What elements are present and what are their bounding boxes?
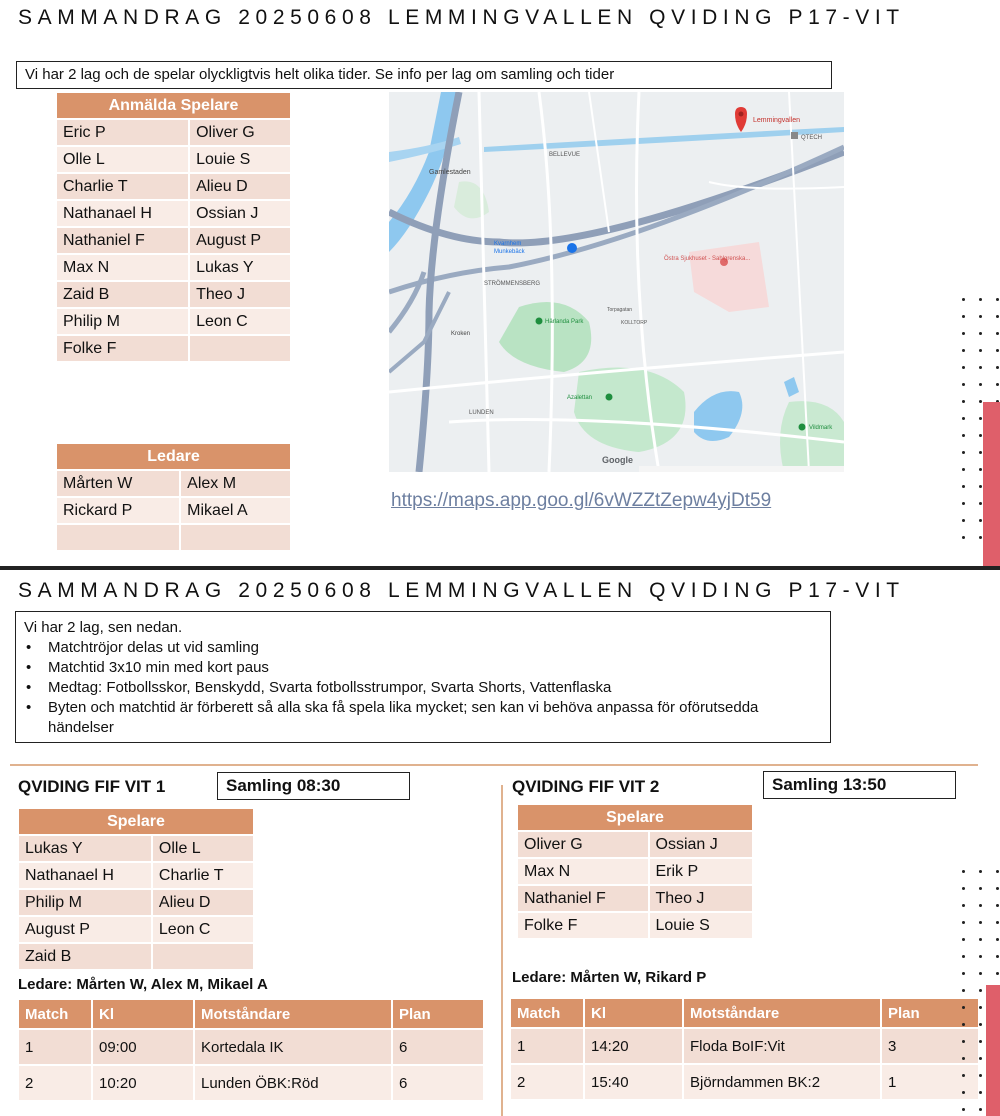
leaders-header: Ledare [57, 444, 290, 469]
dot [979, 1040, 982, 1043]
player-cell: Olle L [153, 836, 253, 861]
leader-cell [181, 525, 290, 550]
dot [979, 1057, 982, 1060]
dot [962, 417, 965, 420]
match-col-header: Match [19, 1000, 91, 1028]
svg-text:LUNDEN: LUNDEN [469, 410, 494, 416]
dot [962, 349, 965, 352]
player-cell: Leon C [190, 309, 290, 334]
match-cell: 1 [511, 1029, 583, 1063]
players-header: Anmälda Spelare [57, 93, 290, 118]
player-cell: Nathanael H [19, 863, 151, 888]
player-cell [190, 336, 290, 361]
svg-text:Azalettan: Azalettan [567, 395, 593, 401]
dot [996, 972, 999, 975]
dot [996, 955, 999, 958]
map-image[interactable] [389, 92, 844, 472]
svg-text:Kroken: Kroken [451, 331, 471, 337]
kl-col-header: Kl [93, 1000, 193, 1028]
svg-text:Gamlestaden: Gamlestaden [429, 169, 471, 176]
dot [996, 938, 999, 941]
player-cell: Charlie T [153, 863, 253, 888]
plan-col-header: Plan [882, 999, 978, 1027]
dot [996, 887, 999, 890]
transit-icon [567, 243, 577, 253]
dot [962, 887, 965, 890]
player-cell: Philip M [57, 309, 188, 334]
dot [979, 972, 982, 975]
dot [979, 383, 982, 386]
match-cell: Kortedala IK [195, 1030, 391, 1064]
svg-text:Östra Sjukhuset - Sahlgrenska.: Östra Sjukhuset - Sahlgrenska... [664, 256, 751, 262]
player-cell: Folke F [57, 336, 188, 361]
player-cell: August P [190, 228, 290, 253]
team-2-players-header: Spelare [518, 805, 752, 830]
accent-bar [986, 985, 1000, 1116]
svg-text:Torpagatan: Torpagatan [607, 307, 633, 313]
instructions-list [24, 638, 822, 738]
dot [979, 1091, 982, 1094]
player-cell: Lukas Y [190, 255, 290, 280]
svg-text:Kvarnhem: Kvarnhem [494, 241, 522, 247]
dot [979, 870, 982, 873]
player-cell: Zaid B [19, 944, 151, 969]
svg-text:QTECH: QTECH [801, 135, 822, 141]
dot [962, 434, 965, 437]
dot [979, 451, 982, 454]
match-cell: 09:00 [93, 1030, 193, 1064]
team-2-matches-table [509, 997, 980, 1101]
instruction-item: • Matchtid 3x10 min med kort paus [24, 658, 822, 678]
player-cell: Louie S [650, 913, 753, 938]
leader-cell: Mårten W [57, 471, 179, 496]
player-cell: Ossian J [190, 201, 290, 226]
opponent-col-header: Motståndare [684, 999, 880, 1027]
google-logo: Google [602, 455, 633, 465]
dot [962, 1091, 965, 1094]
dot [962, 921, 965, 924]
dot [979, 1074, 982, 1077]
dot [979, 887, 982, 890]
dot [962, 502, 965, 505]
player-cell: Philip M [19, 890, 151, 915]
dot [962, 298, 965, 301]
player-cell: Max N [518, 859, 648, 884]
svg-text:BELLEVUE: BELLEVUE [549, 152, 581, 158]
dot [979, 485, 982, 488]
player-cell: Olle L [57, 147, 188, 172]
svg-text:Vildmark: Vildmark [809, 425, 833, 431]
player-cell: Oliver G [518, 832, 648, 857]
dot [979, 366, 982, 369]
dot [962, 451, 965, 454]
dot [962, 468, 965, 471]
team-1-matches-table [17, 998, 485, 1102]
opponent-col-header: Motståndare [195, 1000, 391, 1028]
player-cell: Ossian J [650, 832, 753, 857]
player-cell: August P [19, 917, 151, 942]
kl-col-header: Kl [585, 999, 682, 1027]
dot [996, 383, 999, 386]
dot [979, 904, 982, 907]
player-cell: Lukas Y [19, 836, 151, 861]
dot [962, 955, 965, 958]
team-1-name: QVIDING FIF VIT 1 [18, 777, 166, 796]
accent-bar [983, 402, 1000, 566]
match-cell: Lunden ÖBK:Röd [195, 1066, 391, 1100]
player-cell: Alieu D [190, 174, 290, 199]
match-cell: Björndammen BK:2 [684, 1065, 880, 1099]
team-1-samling: Samling 08:30 [217, 772, 410, 800]
dot [979, 332, 982, 335]
player-cell: Folke F [518, 913, 648, 938]
dot [962, 383, 965, 386]
dot [962, 1040, 965, 1043]
svg-text:Härlanda Park: Härlanda Park [545, 319, 584, 325]
dot [996, 904, 999, 907]
player-cell: Oliver G [190, 120, 290, 145]
match-cell: 3 [882, 1029, 978, 1063]
dot [962, 400, 965, 403]
leader-cell: Mikael A [181, 498, 290, 523]
player-cell: Louie S [190, 147, 290, 172]
match-cell: 2 [19, 1066, 91, 1100]
registered-players-table [55, 91, 292, 363]
player-cell: Nathaniel F [57, 228, 188, 253]
dot [996, 315, 999, 318]
slide-2-title: SAMMANDRAG 20250608 LEMMINGVALLEN QVIDING P17-VIT [18, 579, 905, 602]
dot [962, 315, 965, 318]
match-cell: Floda BoIF:Vit [684, 1029, 880, 1063]
dot [979, 1023, 982, 1026]
info-box [16, 61, 832, 89]
player-cell: Alieu D [153, 890, 253, 915]
player-cell: Theo J [190, 282, 290, 307]
dot [979, 536, 982, 539]
map-link[interactable]: https://maps.app.goo.gl/6vWZZtZepw4yjDt59 [391, 490, 772, 511]
dot [979, 400, 982, 403]
match-cell: 2 [511, 1065, 583, 1099]
dot [996, 298, 999, 301]
dot [979, 298, 982, 301]
player-cell: Eric P [57, 120, 188, 145]
leader-cell: Rickard P [57, 498, 179, 523]
dot [962, 870, 965, 873]
team-1-players-table [17, 807, 255, 971]
match-cell: 1 [19, 1030, 91, 1064]
dot [979, 1006, 982, 1009]
svg-text:Munkebäck: Munkebäck [494, 249, 525, 255]
player-cell: Nathaniel F [518, 886, 648, 911]
dot [979, 434, 982, 437]
dot [962, 366, 965, 369]
team-1-leaders: Ledare: Mårten W, Alex M, Mikael A [18, 976, 268, 993]
dot [962, 989, 965, 992]
dot [979, 502, 982, 505]
dot [996, 332, 999, 335]
dot [996, 366, 999, 369]
dot [962, 904, 965, 907]
dot [979, 955, 982, 958]
dot [996, 349, 999, 352]
instruction-item: • Byten och matchtid är förberett så alla ska få spela lika mycket; sen kan vi behöva anpassa för oförutsedda händelser [24, 698, 822, 738]
dot [996, 870, 999, 873]
dot [962, 1057, 965, 1060]
slide-1-title: SAMMANDRAG 20250608 LEMMINGVALLEN QVIDING P17-VIT [18, 6, 905, 29]
dot [979, 519, 982, 522]
match-cell: 1 [882, 1065, 978, 1099]
match-cell: 6 [393, 1030, 483, 1064]
dot [962, 1023, 965, 1026]
dot [962, 519, 965, 522]
player-cell: Theo J [650, 886, 753, 911]
dot [979, 349, 982, 352]
dot [962, 1006, 965, 1009]
plan-col-header: Plan [393, 1000, 483, 1028]
team-2-leaders: Ledare: Mårten W, Rikard P [512, 969, 707, 986]
slide-2 [0, 570, 1000, 1116]
dot [962, 1108, 965, 1111]
team-1-players-header: Spelare [19, 809, 253, 834]
map-graphic [389, 92, 844, 472]
instruction-item: • Medtag: Fotbollsskor, Benskydd, Svarta fotbollsstrumpor, Svarta Shorts, Vattenflaska [24, 678, 822, 698]
dot [962, 536, 965, 539]
map-label: Lemmingvallen [753, 117, 801, 124]
dot [962, 972, 965, 975]
match-cell: 6 [393, 1066, 483, 1100]
dot [979, 921, 982, 924]
instruction-item: • Matchtröjor delas ut vid samling [24, 638, 822, 658]
leader-cell: Alex M [181, 471, 290, 496]
player-cell: Erik P [650, 859, 753, 884]
player-cell: Leon C [153, 917, 253, 942]
svg-text:KOLLTORP: KOLLTORP [621, 320, 648, 326]
team-2-name: QVIDING FIF VIT 2 [512, 777, 660, 796]
svg-text:STRÖMMENSBERG: STRÖMMENSBERG [484, 281, 541, 287]
team-2-players-table [516, 803, 754, 940]
instructions-intro: Vi har 2 lag, sen nedan. [24, 619, 183, 636]
player-cell: Nathanael H [57, 201, 188, 226]
dot [996, 921, 999, 924]
dot [979, 417, 982, 420]
dot [979, 468, 982, 471]
player-cell: Zaid B [57, 282, 188, 307]
player-cell: Max N [57, 255, 188, 280]
match-col-header: Match [511, 999, 583, 1027]
column-divider [501, 785, 503, 1116]
dot [962, 938, 965, 941]
instructions-box [15, 611, 831, 743]
info-text: Vi har 2 lag och de spelar olyckligtvis helt olika tider. Se info per lag om samling och tider [25, 66, 615, 83]
section-rule [10, 764, 978, 766]
dot [979, 1108, 982, 1111]
dot [979, 315, 982, 318]
leader-cell [57, 525, 179, 550]
leaders-table [55, 442, 292, 552]
player-cell: Charlie T [57, 174, 188, 199]
match-cell: 14:20 [585, 1029, 682, 1063]
dot [962, 332, 965, 335]
dot [979, 938, 982, 941]
dot [962, 485, 965, 488]
dot [979, 989, 982, 992]
match-cell: 15:40 [585, 1065, 682, 1099]
match-cell: 10:20 [93, 1066, 193, 1100]
dot [962, 1074, 965, 1077]
player-cell [153, 944, 253, 969]
team-2-samling: Samling 13:50 [763, 771, 956, 799]
